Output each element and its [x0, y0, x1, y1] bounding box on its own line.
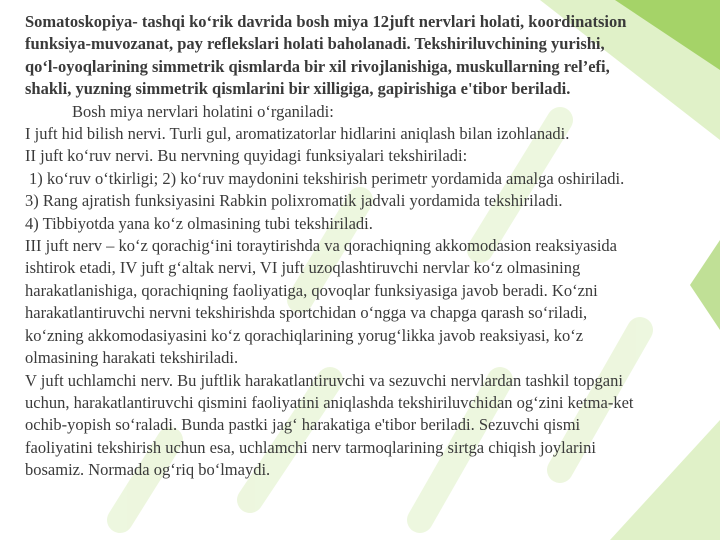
body-line-11: ko‘zning akkomodasiyasini ko‘z qorachiqlarining yorug‘likka javob reaksiyasi, ko‘z	[25, 325, 584, 345]
body-line-13: V juft uchlamchi nerv. Bu juftlik harakatlantiruvchi va sezuvchi nervlardan tashkil topgani	[25, 370, 623, 390]
body-line-12: olmasining harakati tekshiriladi.	[25, 348, 239, 368]
body-line-6: 4) Tibbiyotda yana ko‘z olmasining tubi tekshiriladi.	[25, 213, 373, 233]
body-line-5: 3) Rang ajratish funksiyasini Rabkin polixromatik jadvali yordamida tekshiriladi.	[25, 191, 563, 211]
body-line-16: faoliyatini tekshirish uchun esa, uchlamchi nerv tarmoqlarining sirtga chiqish joylarini	[25, 437, 596, 457]
body-line-8: ishtirok etadi, IV juft g‘altak nervi, VI juft uzoqlashtiruvchi nervlar ko‘z olmasining	[25, 258, 581, 278]
intro-line-4: shakli, yuzning simmetrik qismlarini bir xilligiga, gapirishiga e'tibor beriladi.	[25, 79, 571, 99]
body-line-14: uchun, harakatlantiruvchi qismini faoliyatini aniqlashda tekshiriluvchidan og‘zini ketma-ket	[25, 392, 634, 412]
intro-line-1: Somatoskopiya- tashqi ko‘rik davrida bosh miya 12juft nervlari holati, koordinatsion	[25, 12, 627, 31]
body-line-2: I juft hid bilish nervi. Turli gul, aromatizatorlar hidlarini aniqlash bilan izohlanadi.	[25, 124, 570, 144]
body-line-9: harakatlanishiga, qorachiqning faoliyatiga, qovoqlar funksiyasiga javob beradi. Ko‘zni	[25, 280, 598, 300]
body-line-15: ochib-yopish so‘raladi. Bunda pastki jag‘ harakatiga e'tibor beriladi. Sezuvchi qismi	[25, 415, 581, 435]
body-line-3: II juft ko‘ruv nervi. Bu nervning quyidagi funksiyalari tekshiriladi:	[25, 146, 468, 166]
intro-line-2: funksiya-muvozanat, pay reflekslari holati baholanadi. Tekshiriluvchining yurishi,	[25, 34, 605, 54]
slide-text	[25, 11, 695, 482]
body-line-17: bosamiz. Normada og‘riq bo‘lmaydi.	[25, 460, 271, 480]
body-line-4: 1) ko‘ruv o‘tkirligi; 2) ko‘ruv maydonini tekshirish perimetr yordamida amalga oshiriladi.	[29, 168, 625, 188]
intro-line-3: qo‘l-oyoqlarining simmetrik qismlarda bir xil rivojlanishiga, muskullarning rel’efi,	[25, 56, 610, 76]
body-line-1: Bosh miya nervlari holatini o‘rganiladi:	[72, 101, 334, 121]
body-line-10: harakatlantiruvchi nervni tekshirishda sportchidan o‘ngga va chapga qarash so‘riladi,	[25, 303, 588, 323]
body-line-7: III juft nerv – ko‘z qorachig‘ini toraytirishda va qorachiqning akkomodasion reaksiyasida	[25, 236, 617, 256]
